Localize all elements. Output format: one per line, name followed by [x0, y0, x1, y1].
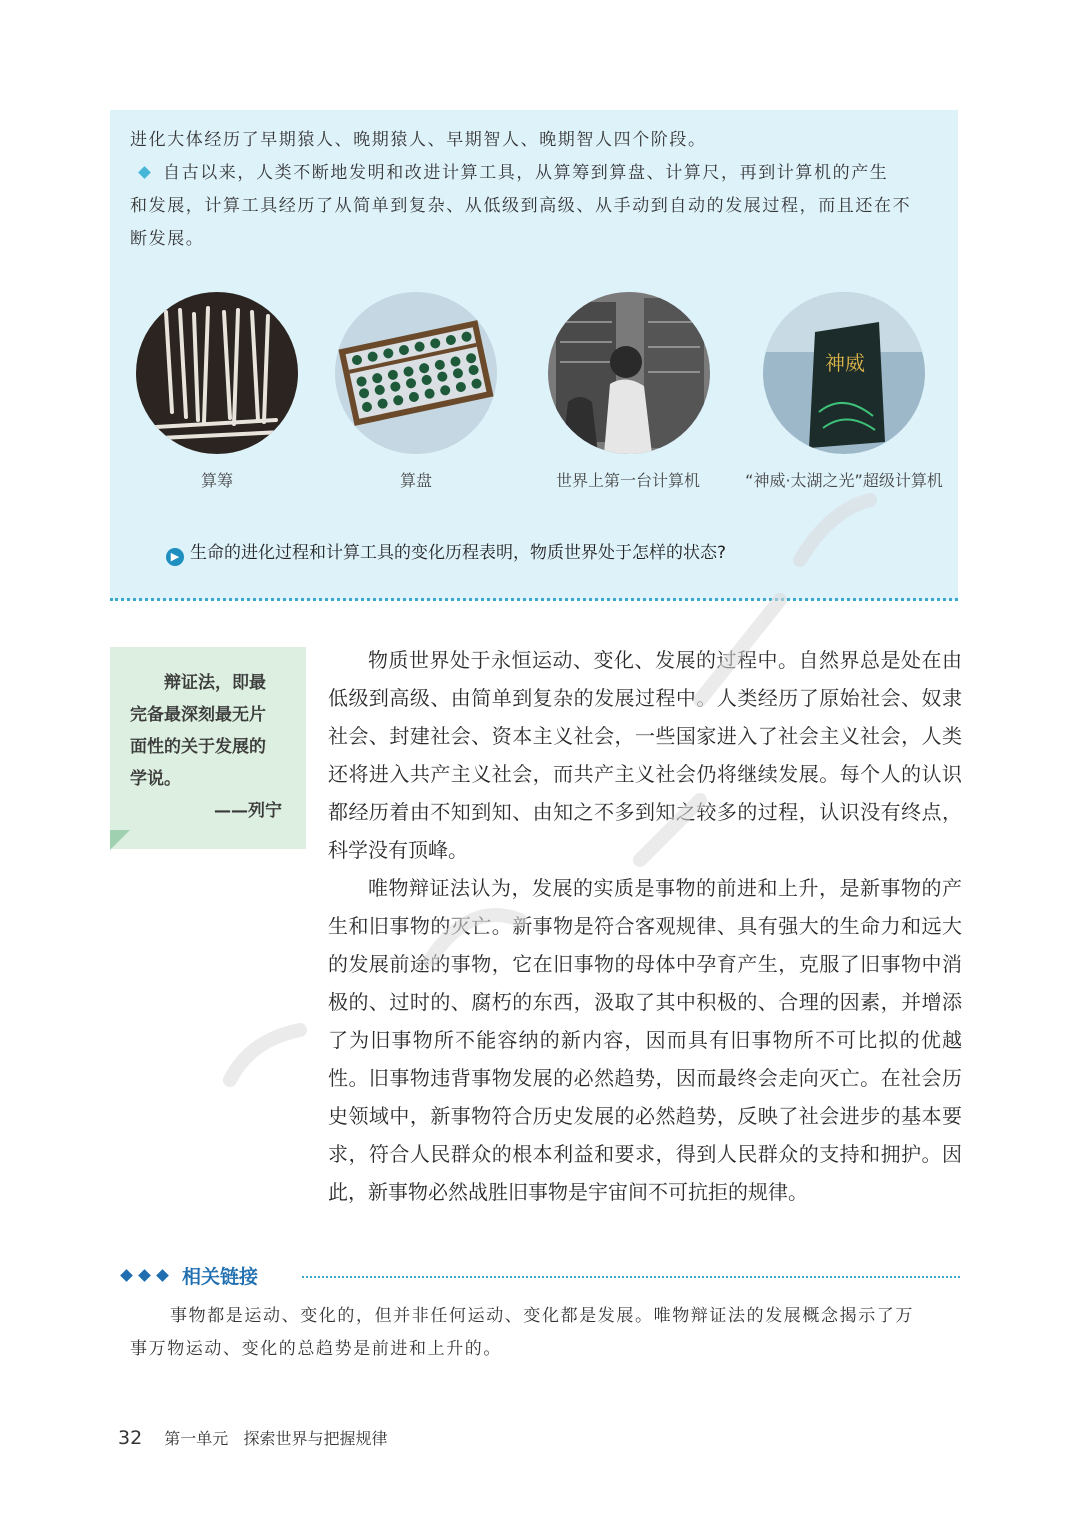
diamond-icon [156, 1269, 169, 1282]
supercomputer-image [763, 292, 925, 454]
caption-first-computer: 世界上第一台计算机 [555, 471, 700, 490]
caption-abacus: 算盘 [399, 471, 432, 490]
folded-corner-icon [110, 830, 130, 850]
related-links-header [122, 1262, 960, 1292]
counting-rods-image [136, 292, 298, 454]
unit-title: 探索世界与把握规律 [243, 1429, 388, 1448]
caption-counting-rods: 算筹 [200, 471, 233, 490]
discussion-question: ▶ 生命的进化过程和计算工具的变化历程表明，物质世界处于怎样的状态? [166, 538, 726, 566]
abacus-image [335, 292, 497, 454]
related-links-text: 事物都是运动、变化的，但并非任何运动、变化都是发展。唯物辩证法的发展概念揭示了万 事万物运动、变化的总趋势是前进和上升的。 [130, 1306, 914, 1359]
unit-label: 第一单元 [164, 1429, 229, 1448]
main-body [328, 641, 962, 1211]
computing-tools-paragraph: 自古以来，人类不断地发明和改进计算工具，从算筹到算盘、计算尺，再到计算机的产生 和发展，计算工具经历了从简单到复杂、从低级到高级、从手动到自动的发展过程，而且还在不 断发展。 [130, 163, 912, 249]
first-computer-image [548, 292, 710, 454]
bullet-diamond-icon [138, 166, 151, 179]
related-links-title: 相关链接 [182, 1266, 259, 1288]
diamond-icon [138, 1269, 151, 1282]
quote-author: ——列宁 [214, 801, 282, 821]
supercomputer-label: 神威 [825, 351, 865, 375]
related-links-divider [302, 1276, 960, 1278]
body-paragraph: 唯物辩证法认为，发展的实质是事物的前进和上升，是新事物的产生和旧事物的灭亡。新事物是符合客观规律、具有强大的生命力和远大的发展前途的事物，它在旧事物的母体中孕育产生，克服了旧事物中消极的、过时的、腐朽的东西，汲取了其中积极的、合理的因素，并增添了为旧事物所不能容纳的新内容，因而具有旧事物所不可比拟的优越性。旧事物违背事物发展的必然趋势，因而最终会走向灭亡。在社会历史领域中，新事物符合历史发展的必然趋势，反映了社会进步的基本要求，符合人民群众的根本利益和要求，得到人民群众的支持和拥护。因此，新事物必然战胜旧事物是宇宙间不可抗拒的规律。 [328, 876, 962, 1204]
page-footer [118, 1426, 387, 1449]
lenin-quote: 辩证法，即最 完备最深刻最无片 面性的关于发展的 学说。 ——列宁 [130, 667, 290, 827]
evolution-text: 进化大体经历了早期猿人、晚期猿人、早期智人、晚期智人四个阶段。 [130, 130, 707, 150]
diamond-icon [120, 1269, 133, 1282]
page-number: 32 [118, 1427, 143, 1449]
example-box-divider [110, 598, 958, 601]
play-arrow-icon: ▶ [166, 548, 184, 566]
caption-supercomputer: “神威·太湖之光”超级计算机 [745, 471, 943, 490]
body-paragraph: 物质世界处于永恒运动、变化、发展的过程中。自然界总是处在由低级到高级、由简单到复杂的发展过程中。人类经历了原始社会、奴隶社会、封建社会、资本主义社会，一些国家进入了社会主义社会，人类还将进入共产主义社会，而共产主义社会仍将继续发展。每个人的认识都经历着由不知到知、由知之不多到知之较多的过程，认识没有终点，科学没有顶峰。 [328, 648, 962, 862]
